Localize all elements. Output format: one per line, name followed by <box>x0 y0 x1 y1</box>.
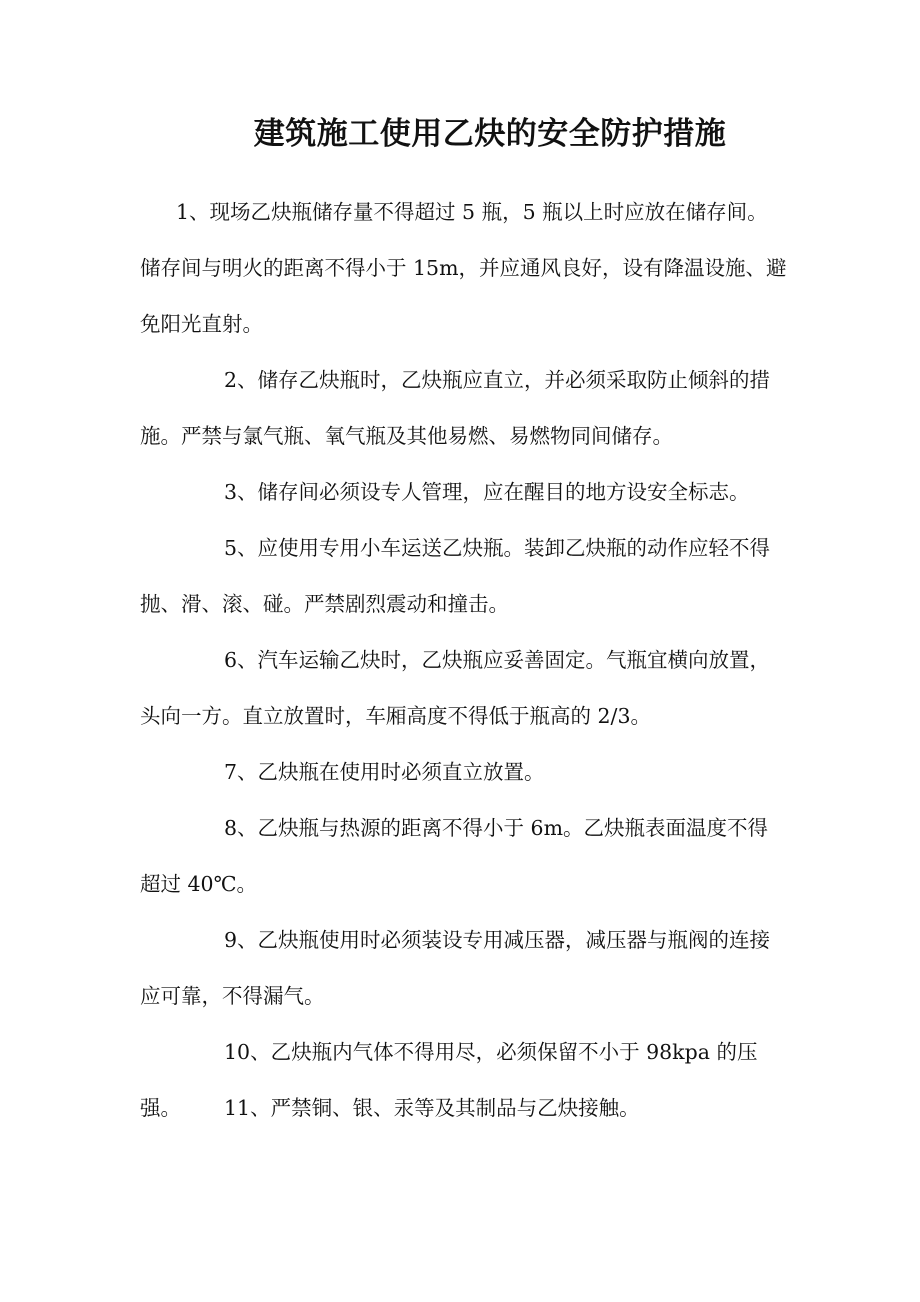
paragraph-item-6: 6、汽车运输乙炔时，乙炔瓶应妥善固定。气瓶宜横向放置，头向一方。直立放置时，车厢高度不得低于瓶高的 2/3。 <box>140 648 771 728</box>
paragraph-item-10: 10、乙炔瓶内气体不得用尽，必须保留不小于 98kpa 的压强。 <box>140 1040 758 1120</box>
paragraph-item-8: 8、乙炔瓶与热源的距离不得小于 6m。乙炔瓶表面温度不得超过 40℃。 <box>140 816 769 896</box>
paragraph-item-5: 5、应使用专用小车运送乙炔瓶。装卸乙炔瓶的动作应轻不得抛、滑、滚、碰。严禁剧烈震动和撞击。 <box>140 536 771 616</box>
paragraph-item-9: 9、乙炔瓶使用时必须装设专用减压器，减压器与瓶阀的连接应可靠，不得漏气。 <box>140 928 771 1008</box>
document-title: 建筑施工使用乙炔的安全防护措施 <box>253 116 727 152</box>
paragraph-item-7: 7、乙炔瓶在使用时必须直立放置。 <box>224 760 545 784</box>
paragraph-item-3: 3、储存间必须设专人管理，应在醒目的地方设安全标志。 <box>224 480 750 504</box>
paragraph-item-1: 1、现场乙炔瓶储存量不得超过 5 瓶，5 瓶以上时应放在储存间。储存间与明火的距离不得小于 15m，并应通风良好，设有降温设施、避免阳光直射。 <box>140 200 787 336</box>
paragraph-item-2: 2、储存乙炔瓶时，乙炔瓶应直立，并必须采取防止倾斜的措施。严禁与氯气瓶、氧气瓶及其他易燃、易燃物同间储存。 <box>140 368 771 448</box>
paragraph-item-11: 11、严禁铜、银、汞等及其制品与乙炔接触。 <box>224 1096 640 1120</box>
